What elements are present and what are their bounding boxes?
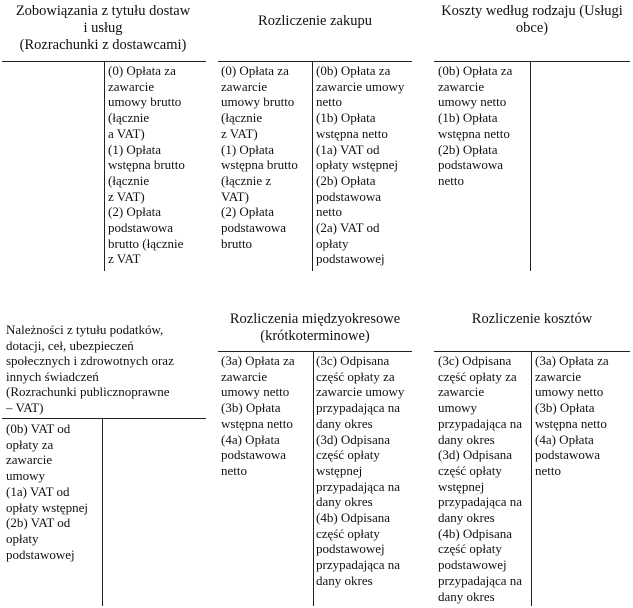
account-title: Koszty według rodzaju (Usługi obce) bbox=[441, 3, 623, 36]
account-credit-side: (0) Opłata za zawarcie umowy brutto (łącznie a VAT) (1) Opłata wstępna brutto (łącznie z VAT) (2) Opłata podstawowa brutto (łącznie z VAT bbox=[108, 63, 185, 267]
t-account-horizontal-line bbox=[434, 61, 630, 62]
account-debit-side: (0) Opłata za zawarcie umowy brutto (łącznie z VAT) (1) Opłata wstępna brutto (łącznie z VAT) (2) Opłata podstawowa brutto bbox=[221, 63, 298, 251]
t-account-vertical-line bbox=[104, 61, 105, 271]
account-debit-side: (0b) VAT od opłaty za zawarcie umowy (1a) VAT od opłaty wstępnej (2b) VAT od opłaty podstawowej bbox=[6, 421, 88, 562]
account-title: Rozliczenie kosztów bbox=[471, 311, 593, 327]
account-credit-side: (3a) Opłata za zawarcie umowy netto (3b) Opłata wstępna netto (4a) Opłata podstawowa netto bbox=[535, 353, 609, 478]
account-title: Należności z tytułu podatków, dotacji, ceł, ubezpieczeń społecznych i zdrowotnych oraz innych świadczeń (Rozrachunki publicznoprawne – VAT) bbox=[6, 322, 174, 415]
t-account-horizontal-line bbox=[218, 351, 412, 352]
t-account-vertical-line bbox=[530, 61, 531, 271]
t-account-horizontal-line bbox=[218, 61, 412, 62]
account-title: Zobowiązania z tytułu dostaw i usług (Rozrachunki z dostawcami) bbox=[15, 3, 191, 53]
account-credit-side: (3c) Odpisana część opłaty za zawarcie umowy przypadająca na dany okres (3d) Odpisana część opłaty wstępnej przypadająca na dany okres (4b) Odpisana część opłaty podstawowej przypadająca na dany okres bbox=[316, 353, 405, 588]
t-account-vertical-line bbox=[102, 418, 103, 606]
t-account-vertical-line bbox=[531, 351, 532, 606]
t-account-vertical-line bbox=[313, 351, 314, 606]
account-debit-side: (3c) Odpisana część opłaty za zawarcie umowy przypadająca na dany okres (3d) Odpisana część opłaty wstępnej przypadająca na dany okres (4b) Odpisana część opłaty podstawowej przypadająca na dany okres bbox=[438, 353, 523, 604]
t-account-horizontal-line bbox=[2, 418, 206, 419]
account-credit-side: (0b) Opłata za zawarcie umowy netto (1b) Opłata wstępna netto (1a) VAT od opłaty wstępnej (2b) Opłata podstawowa netto (2a) VAT od opłaty podstawowej bbox=[316, 63, 405, 267]
t-account-vertical-line bbox=[312, 61, 313, 271]
account-debit-side: (3a) Opłata za zawarcie umowy netto (3b) Opłata wstępna netto (4a) Opłata podstawowa netto bbox=[221, 353, 295, 478]
account-debit-side: (0b) Opłata za zawarcie umowy netto (1b) Opłata wstępna netto (2b) Opłata podstawowa netto bbox=[438, 63, 513, 188]
account-title: Rozliczenia międzyokresowe (krótkoterminowe) bbox=[229, 311, 401, 344]
t-account-horizontal-line bbox=[434, 351, 630, 352]
account-title: Rozliczenie zakupu bbox=[258, 13, 372, 29]
